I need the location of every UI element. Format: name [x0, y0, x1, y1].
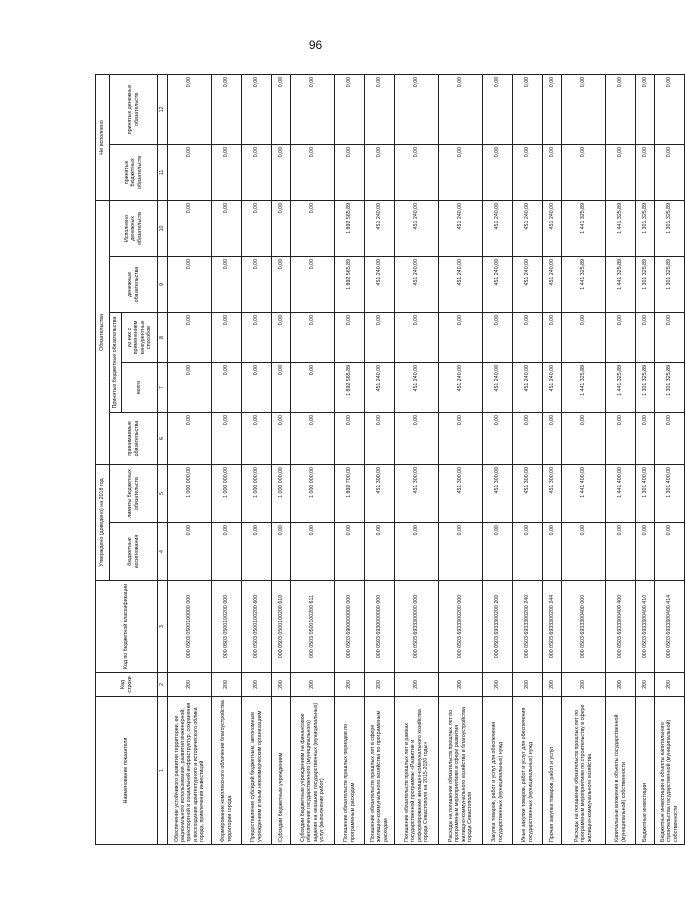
row-budget-code: 000 0503 0500100200 611	[291, 581, 335, 673]
row-monetary-obligations: 1 441 325,89	[606, 256, 636, 312]
row-accepted-total: 1 441 325,89	[606, 362, 636, 412]
row-applied-obligations: 0,00	[272, 412, 291, 464]
header-limits: лимиты бюджетных обязательств	[110, 464, 158, 522]
row-accepted-competitive: 0,00	[439, 312, 483, 362]
row-budget-code: 000 0503 6933300200 244	[543, 581, 562, 673]
row-accepted-competitive: 0,00	[543, 312, 562, 362]
row-applied-obligations: 0,00	[212, 412, 242, 464]
row-budget-allocations: 0,00	[439, 523, 483, 581]
header-monetary-obligations: денежные обязательства	[110, 256, 158, 312]
column-number: 1	[158, 697, 168, 845]
row-limits: 451 300,00	[543, 464, 562, 522]
row-executed-monetary: 1 301 325,89	[655, 200, 685, 256]
row-applied-obligations: 0,00	[168, 412, 212, 464]
row-applied-obligations: 0,00	[365, 412, 395, 464]
row-budget-code: 000 0503 6933300400 400	[606, 581, 636, 673]
row-not-executed-monetary: 0,00	[655, 74, 685, 144]
table-row	[606, 74, 636, 844]
table-row	[483, 74, 513, 844]
row-limits: 1 441 400,00	[606, 464, 636, 522]
row-not-executed-budget: 0,00	[168, 144, 212, 200]
row-name: Расходы на погашение обязательств прошлых лет по программным мероприятиям по строительству в сфере жилищно-коммунального хозяйства	[562, 697, 606, 845]
row-accepted-total: 451 240,00	[543, 362, 562, 412]
header-line-code: Код строки	[96, 673, 158, 697]
row-accepted-competitive: 0,00	[513, 312, 543, 362]
row-monetary-obligations: 451 240,00	[543, 256, 562, 312]
row-accepted-total: 451 240,00	[483, 362, 513, 412]
row-monetary-obligations: 1 441 325,89	[562, 256, 606, 312]
row-accepted-total: 451 240,00	[395, 362, 439, 412]
row-budget-allocations: 0,00	[562, 523, 606, 581]
row-executed-monetary: 1 301 325,89	[636, 200, 655, 256]
row-not-executed-budget: 0,00	[439, 144, 483, 200]
row-name: Субсидии бюджетным учреждениям на финансовое обеспечение государственного (муниципального) задания на оказание государственных (муниципальных) услуг (выполнение работ)	[291, 697, 335, 845]
row-line-code: 200	[242, 673, 272, 697]
table-body	[168, 74, 685, 844]
row-accepted-competitive: 0,00	[483, 312, 513, 362]
column-number: 3	[158, 581, 168, 673]
table-row	[291, 74, 335, 844]
row-accepted-competitive: 0,00	[242, 312, 272, 362]
row-budget-allocations: 0,00	[395, 523, 439, 581]
row-monetary-obligations: 451 240,00	[513, 256, 543, 312]
row-limits: 1 441 400,00	[562, 464, 606, 522]
row-not-executed-monetary: 0,00	[513, 74, 543, 144]
row-applied-obligations: 0,00	[335, 412, 365, 464]
row-applied-obligations: 0,00	[636, 412, 655, 464]
row-name: Иные закупки товаров, работ и услуг для обеспечения государственных (муниципальных) нужд	[513, 697, 543, 845]
row-limits: 451 300,00	[439, 464, 483, 522]
row-accepted-competitive: 0,00	[365, 312, 395, 362]
column-number: 12	[158, 74, 168, 144]
row-line-code: 200	[168, 673, 212, 697]
column-number: 7	[158, 362, 168, 412]
header-accepted-budget-obligations: Принятые бюджетные обязательства	[110, 312, 122, 412]
column-number: 10	[158, 200, 168, 256]
row-not-executed-monetary: 0,00	[291, 74, 335, 144]
row-line-code: 200	[212, 673, 242, 697]
row-name: Прочая закупка товаров, работ и услуг	[543, 697, 562, 845]
table-row	[168, 74, 212, 844]
header-obligations-group: Обязательства	[96, 200, 110, 464]
row-budget-code: 000 0503 6900000000 000	[335, 581, 365, 673]
row-budget-code: 000 0503 6933300400 410	[636, 581, 655, 673]
row-not-executed-monetary: 0,00	[543, 74, 562, 144]
row-not-executed-budget: 0,00	[636, 144, 655, 200]
row-name: Предоставление субсидий бюджетным, автономным учреждениям и иным некоммерческим организациям	[242, 697, 272, 845]
row-not-executed-monetary: 0,00	[606, 74, 636, 144]
row-executed-monetary: 1 441 325,89	[606, 200, 636, 256]
row-accepted-total: 1 301 325,89	[655, 362, 685, 412]
row-budget-code: 000 0503 0500100200 000	[212, 581, 242, 673]
row-not-executed-monetary: 0,00	[483, 74, 513, 144]
row-budget-allocations: 0,00	[335, 523, 365, 581]
table-row	[272, 74, 291, 844]
row-accepted-competitive: 0,00	[212, 312, 242, 362]
row-applied-obligations: 0,00	[291, 412, 335, 464]
row-name: Формирование комплексного облачения благоустройства территории города	[212, 697, 242, 845]
row-accepted-competitive: 0,00	[395, 312, 439, 362]
row-not-executed-monetary: 0,00	[395, 74, 439, 144]
row-not-executed-budget: 0,00	[513, 144, 543, 200]
row-line-code: 200	[395, 673, 439, 697]
row-accepted-total: 451 240,00	[365, 362, 395, 412]
row-name: Бюджетные инвестиции в объекты капитального строительства государственной (муниципальной) собственности	[655, 697, 685, 845]
header-approved-group: Утверждено (доведено) на 2018 год	[96, 464, 110, 580]
row-monetary-obligations: 1 892 565,89	[335, 256, 365, 312]
row-limits: 451 300,00	[365, 464, 395, 522]
row-accepted-total: 0,00	[168, 362, 212, 412]
row-line-code: 200	[483, 673, 513, 697]
row-not-executed-budget: 0,00	[395, 144, 439, 200]
column-number-row	[158, 74, 168, 844]
row-limits: 451 300,00	[483, 464, 513, 522]
row-accepted-total: 0,00	[291, 362, 335, 412]
table-row	[513, 74, 543, 844]
row-executed-monetary: 1 441 325,89	[562, 200, 606, 256]
row-line-code: 200	[655, 673, 685, 697]
row-budget-allocations: 0,00	[242, 523, 272, 581]
row-line-code: 200	[365, 673, 395, 697]
row-accepted-competitive: 0,00	[562, 312, 606, 362]
row-accepted-competitive: 0,00	[168, 312, 212, 362]
header-not-executed-group: Не исполнено	[96, 74, 110, 200]
column-number: 6	[158, 412, 168, 464]
row-accepted-competitive: 0,00	[291, 312, 335, 362]
row-executed-monetary: 0,00	[168, 200, 212, 256]
column-number: 8	[158, 312, 168, 362]
row-executed-monetary: 0,00	[272, 200, 291, 256]
column-number: 4	[158, 523, 168, 581]
row-monetary-obligations: 0,00	[168, 256, 212, 312]
row-line-code: 200	[562, 673, 606, 697]
row-budget-code: 000 0503 6933300200 000	[439, 581, 483, 673]
row-not-executed-budget: 0,00	[272, 144, 291, 200]
header-including-competitive: из них с применением конкурентных способов	[122, 312, 158, 362]
row-budget-allocations: 0,00	[365, 523, 395, 581]
row-accepted-competitive: 0,00	[335, 312, 365, 362]
row-monetary-obligations: 451 240,00	[395, 256, 439, 312]
row-line-code: 200	[272, 673, 291, 697]
row-accepted-total: 451 240,00	[439, 362, 483, 412]
row-name: Бюджетные инвестиции	[636, 697, 655, 845]
row-executed-monetary: 0,00	[291, 200, 335, 256]
row-budget-code: 000 0503 6930000000 000	[365, 581, 395, 673]
row-name: Погашение обязательств прошлых лет в сфере жилищно-коммунального хозяйства по программным расходам	[365, 697, 395, 845]
column-number: 9	[158, 256, 168, 312]
row-not-executed-monetary: 0,00	[636, 74, 655, 144]
header-total: всего	[122, 362, 158, 412]
row-limits: 1 000 000,00	[168, 464, 212, 522]
row-not-executed-budget: 0,00	[291, 144, 335, 200]
row-applied-obligations: 0,00	[655, 412, 685, 464]
row-accepted-total: 1 301 325,89	[636, 362, 655, 412]
row-monetary-obligations: 451 240,00	[365, 256, 395, 312]
row-budget-allocations: 0,00	[606, 523, 636, 581]
row-line-code: 200	[439, 673, 483, 697]
row-budget-code: 000 0503 6933300400 414	[655, 581, 685, 673]
table-row	[335, 74, 365, 844]
rotated-table-container	[95, 75, 679, 845]
row-executed-monetary: 0,00	[242, 200, 272, 256]
row-applied-obligations: 0,00	[439, 412, 483, 464]
row-executed-monetary: 451 240,00	[483, 200, 513, 256]
row-not-executed-monetary: 0,00	[562, 74, 606, 144]
row-monetary-obligations: 0,00	[291, 256, 335, 312]
row-not-executed-monetary: 0,00	[365, 74, 395, 144]
row-budget-allocations: 0,00	[655, 523, 685, 581]
table-row	[212, 74, 242, 844]
row-monetary-obligations: 451 240,00	[439, 256, 483, 312]
row-executed-monetary: 451 240,00	[543, 200, 562, 256]
header-budget-code: Код по бюджетной классификации	[96, 581, 158, 673]
row-name: Капитальные вложения в объекты государственной (муниципальной) собственности	[606, 697, 636, 845]
row-not-executed-budget: 0,00	[543, 144, 562, 200]
row-line-code: 200	[543, 673, 562, 697]
row-limits: 1 000 000,00	[242, 464, 272, 522]
row-executed-monetary: 451 240,00	[365, 200, 395, 256]
row-budget-allocations: 0,00	[543, 523, 562, 581]
row-executed-monetary: 451 240,00	[439, 200, 483, 256]
header-not-executed-budget: принятых бюджетных обязательств	[110, 144, 158, 200]
row-budget-code: 000 0503 6933300000 000	[395, 581, 439, 673]
row-limits: 1 000 000,00	[212, 464, 242, 522]
table-row	[655, 74, 685, 844]
row-budget-code: 000 0503 0500100200 610	[272, 581, 291, 673]
column-number: 11	[158, 144, 168, 200]
row-name: Погашение обязательств прошлых периодов по программным расходам	[335, 697, 365, 845]
row-not-executed-budget: 0,00	[212, 144, 242, 200]
header-budget-allocations: бюджетные ассигнования	[110, 523, 158, 581]
row-line-code: 200	[335, 673, 365, 697]
row-applied-obligations: 0,00	[513, 412, 543, 464]
row-budget-allocations: 0,00	[168, 523, 212, 581]
row-applied-obligations: 0,00	[395, 412, 439, 464]
row-name: Погашение обязательств прошлых лет в рамках государственной программы «Развитие и реформирование жилищно-коммунального хозяйства города Севастополя на 2015-2020 годы»	[395, 697, 439, 845]
row-not-executed-monetary: 0,00	[439, 74, 483, 144]
row-budget-allocations: 0,00	[513, 523, 543, 581]
row-budget-code: 000 0503 6933300200 240	[513, 581, 543, 673]
row-applied-obligations: 0,00	[562, 412, 606, 464]
row-executed-monetary: 0,00	[212, 200, 242, 256]
row-not-executed-budget: 0,00	[242, 144, 272, 200]
row-accepted-competitive: 0,00	[272, 312, 291, 362]
budget-report-table	[95, 74, 685, 845]
row-not-executed-monetary: 0,00	[335, 74, 365, 144]
header-name: Наименование показателя	[96, 697, 158, 845]
row-accepted-total: 1 441 325,89	[562, 362, 606, 412]
table-row	[439, 74, 483, 844]
row-limits: 1 301 400,00	[636, 464, 655, 522]
row-executed-monetary: 1 892 565,89	[335, 200, 365, 256]
row-name: Закупка товаров, работ и услуг для обеспечения государственных (муниципальных) нужд	[483, 697, 513, 845]
row-monetary-obligations: 0,00	[242, 256, 272, 312]
row-applied-obligations: 0,00	[606, 412, 636, 464]
row-accepted-total: 451 240,00	[513, 362, 543, 412]
row-accepted-total: 0,00	[242, 362, 272, 412]
row-line-code: 200	[513, 673, 543, 697]
row-not-executed-budget: 0,00	[606, 144, 636, 200]
row-accepted-total: 1 892 565,89	[335, 362, 365, 412]
row-budget-allocations: 0,00	[212, 523, 242, 581]
row-budget-allocations: 0,00	[291, 523, 335, 581]
row-monetary-obligations: 1 301 325,89	[655, 256, 685, 312]
row-budget-code: 000 0503 6933300400 000	[562, 581, 606, 673]
row-limits: 1 301 400,00	[655, 464, 685, 522]
table-row	[636, 74, 655, 844]
row-monetary-obligations: 0,00	[212, 256, 242, 312]
table-row	[395, 74, 439, 844]
row-limits: 1 000 000,00	[291, 464, 335, 522]
row-budget-allocations: 0,00	[636, 523, 655, 581]
row-executed-monetary: 451 240,00	[395, 200, 439, 256]
row-name: Расходы на погашение обязательств прошлых лет по программным мероприятиям в сфере развития жилищно-коммунального хозяйства и благоустройства города Севастополя	[439, 697, 483, 845]
row-line-code: 200	[606, 673, 636, 697]
row-not-executed-budget: 0,00	[365, 144, 395, 200]
row-accepted-competitive: 0,00	[606, 312, 636, 362]
row-accepted-total: 0,00	[212, 362, 242, 412]
row-line-code: 200	[291, 673, 335, 697]
row-not-executed-budget: 0,00	[483, 144, 513, 200]
row-line-code: 200	[636, 673, 655, 697]
row-limits: 1 000 000,00	[272, 464, 291, 522]
row-monetary-obligations: 451 240,00	[483, 256, 513, 312]
row-applied-obligations: 0,00	[543, 412, 562, 464]
row-name: Обеспечение устойчивого развития территории, ее рационального использования, развития инженерной, транспортной и социальной инфраструктур, сохранения и воссоздания архитектурного и исторического облика города, привлечения инвестиций	[168, 697, 212, 845]
table-row	[543, 74, 562, 844]
row-budget-code: 000 0503 0500100200 600	[242, 581, 272, 673]
header-not-executed-monetary: принятых денежных обязательств	[110, 74, 158, 144]
row-accepted-competitive: 0,00	[636, 312, 655, 362]
row-not-executed-monetary: 0,00	[168, 74, 212, 144]
header-applied-obligations: принимаемые обязательства	[110, 412, 158, 464]
row-accepted-competitive: 0,00	[655, 312, 685, 362]
row-accepted-total: 0,00	[272, 362, 291, 412]
row-not-executed-budget: 0,00	[562, 144, 606, 200]
row-monetary-obligations: 0,00	[272, 256, 291, 312]
row-not-executed-monetary: 0,00	[242, 74, 272, 144]
row-limits: 1 892 700,00	[335, 464, 365, 522]
row-not-executed-budget: 0,00	[335, 144, 365, 200]
row-applied-obligations: 0,00	[242, 412, 272, 464]
row-name: Субсидии бюджетным учреждениям	[272, 697, 291, 845]
row-limits: 451 300,00	[395, 464, 439, 522]
header-executed-monetary: Исполнено денежных обязательств	[110, 200, 158, 256]
row-executed-monetary: 451 240,00	[513, 200, 543, 256]
row-budget-code: 000 0503 0500100000 000	[168, 581, 212, 673]
row-applied-obligations: 0,00	[483, 412, 513, 464]
row-budget-allocations: 0,00	[272, 523, 291, 581]
row-limits: 451 300,00	[513, 464, 543, 522]
page-number: 96	[308, 38, 323, 52]
row-budget-code: 000 0503 6933300200 200	[483, 581, 513, 673]
column-number: 5	[158, 464, 168, 522]
table-row	[242, 74, 272, 844]
row-budget-allocations: 0,00	[483, 523, 513, 581]
row-not-executed-monetary: 0,00	[272, 74, 291, 144]
column-number: 2	[158, 673, 168, 697]
row-not-executed-budget: 0,00	[655, 144, 685, 200]
table-row	[562, 74, 606, 844]
table-row	[365, 74, 395, 844]
row-monetary-obligations: 1 301 325,89	[636, 256, 655, 312]
row-not-executed-monetary: 0,00	[212, 74, 242, 144]
